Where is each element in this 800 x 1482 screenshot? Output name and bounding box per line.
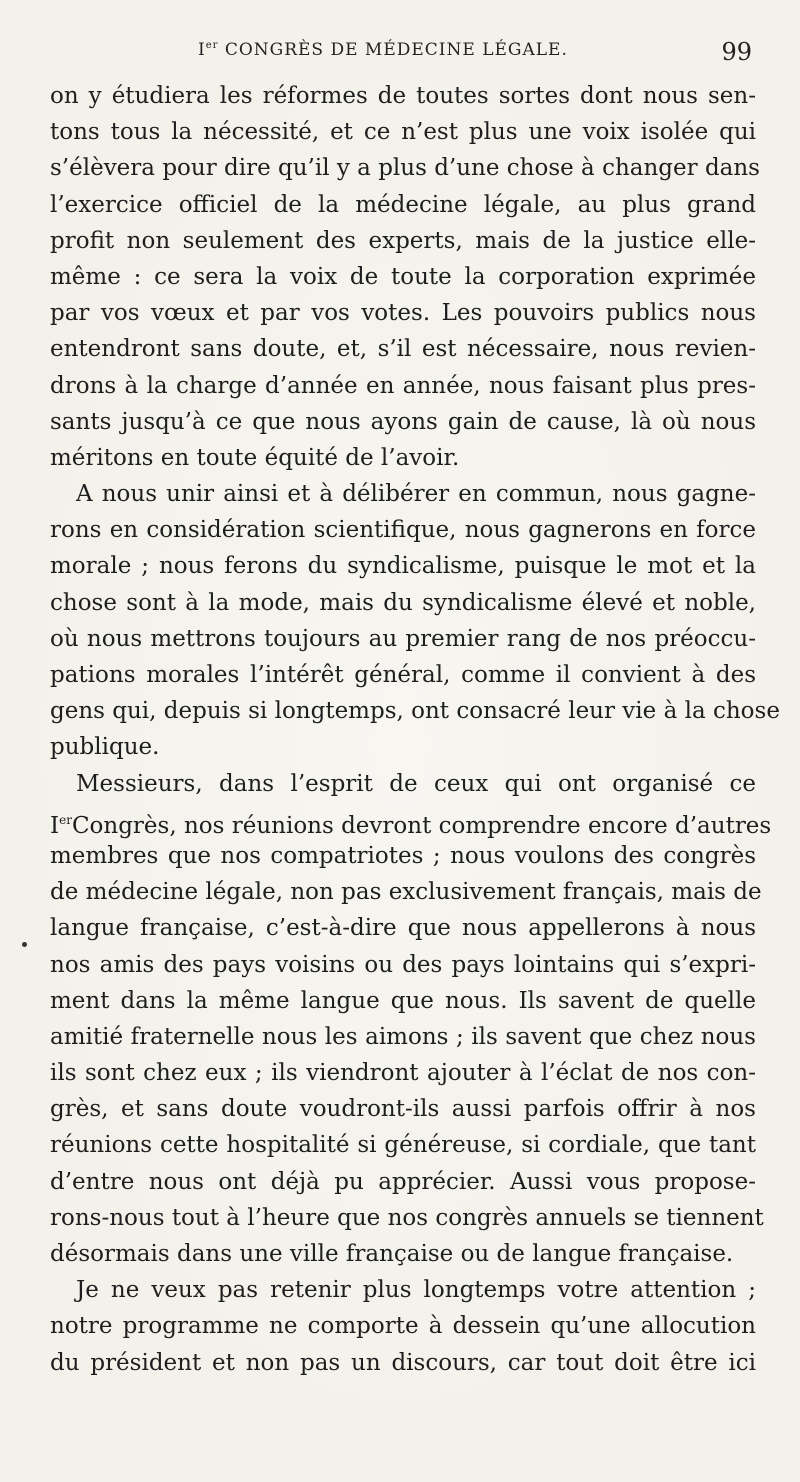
running-title-sup: er: [205, 40, 219, 51]
ordinal-prefix: I: [50, 812, 60, 839]
page-number: 99: [721, 38, 752, 66]
margin-dot: [22, 942, 27, 947]
text-line: publique.: [50, 734, 160, 761]
text-line: Messieurs, dans l’esprit de ceux qui ont organisé ce: [76, 770, 756, 797]
text-line: où nous mettrons toujours au premier rang de nos préoccu-: [50, 625, 756, 652]
text-line: on y étudiera les réformes de toutes sortes dont nous sen-: [50, 83, 756, 109]
text-line: chose sont à la mode, mais du syndicalisme élevé et noble,: [50, 589, 756, 616]
text-line-with-ordinal: [50, 802, 772, 839]
text-line: du président et non pas un discours, car tout doit être ici: [50, 1349, 756, 1376]
text-line: l’exercice officiel de la médecine légale, au plus grand: [50, 191, 756, 218]
text-line: amitié fraternelle nous les aimons ; ils savent que chez nous: [50, 1023, 756, 1050]
text-line: membres que nos compatriotes ; nous voulons des congrès: [50, 842, 756, 869]
text-line: ils sont chez eux ; ils viendront ajouter à l’éclat de nos con-: [50, 1060, 756, 1087]
text-line: de médecine légale, non pas exclusivement français, mais de: [50, 879, 762, 906]
text-line: langue française, c’est-à-dire que nous appellerons à nous: [50, 915, 756, 942]
text-line: d’entre nous ont déjà pu apprécier. Aussi vous propose-: [50, 1168, 756, 1195]
text-line: nos amis des pays voisins ou des pays lointains qui s’expri-: [50, 951, 756, 978]
text-line: gens qui, depuis si longtemps, ont consacré leur vie à la chose: [50, 698, 780, 725]
text-line: même : ce sera la voix de toute la corporation exprimée: [50, 263, 756, 290]
text-line: A nous unir ainsi et à délibérer en commun, nous gagne-: [76, 481, 756, 508]
text-line: rons en considération scientifique, nous gagnerons en force: [50, 517, 756, 544]
text-line: entendront sans doute, et, s’il est nécessaire, nous revien-: [50, 336, 756, 363]
text-line: notre programme ne comporte à dessein qu’une allocution: [50, 1313, 756, 1340]
text-line: morale ; nous ferons du syndicalisme, puisque le mot et la: [50, 553, 756, 580]
text-line: réunions cette hospitalité si généreuse, si cordiale, que tant: [50, 1132, 756, 1159]
text-line: s’élèvera pour dire qu’il y a plus d’une chose à changer dans: [50, 155, 760, 182]
running-title-main: CONGRÈS DE MÉDECINE LÉGALE.: [218, 40, 568, 60]
text-line: drons à la charge d’année en année, nous faisant plus pres-: [50, 372, 756, 399]
text-line: pations morales l’intérêt général, comme il convient à des: [50, 662, 756, 688]
text-line: Je ne veux pas retenir plus longtemps votre attention ;: [76, 1277, 756, 1304]
text-line-rest: Congrès, nos réunions devront comprendre encore d’autres: [71, 812, 772, 839]
page-header: [0, 36, 800, 70]
text-line: ment dans la même langue que nous. Ils savent de quelle: [50, 987, 756, 1014]
text-line: tons tous la nécessité, et ce n’est plus une voix isolée qui: [50, 119, 756, 146]
running-title-prefix: I: [198, 40, 206, 60]
text-line: rons-nous tout à l’heure que nos congrès annuels se tiennent: [50, 1204, 764, 1231]
body-text: [50, 78, 780, 1381]
text-line: profit non seulement des experts, mais de la justice elle-: [50, 227, 756, 254]
text-line: par vos vœux et par vos votes. Les pouvoirs publics nous: [50, 300, 756, 327]
text-line: désormais dans une ville française ou de langue française.: [50, 1241, 734, 1267]
text-line: méritons en toute équité de l’avoir.: [50, 444, 460, 471]
running-title: [198, 40, 568, 60]
text-line: grès, et sans doute voudront-ils aussi parfois offrir à nos: [50, 1096, 756, 1123]
text-line: sants jusqu’à ce que nous ayons gain de cause, là où nous: [50, 408, 756, 435]
ordinal-sup: er: [59, 812, 72, 827]
